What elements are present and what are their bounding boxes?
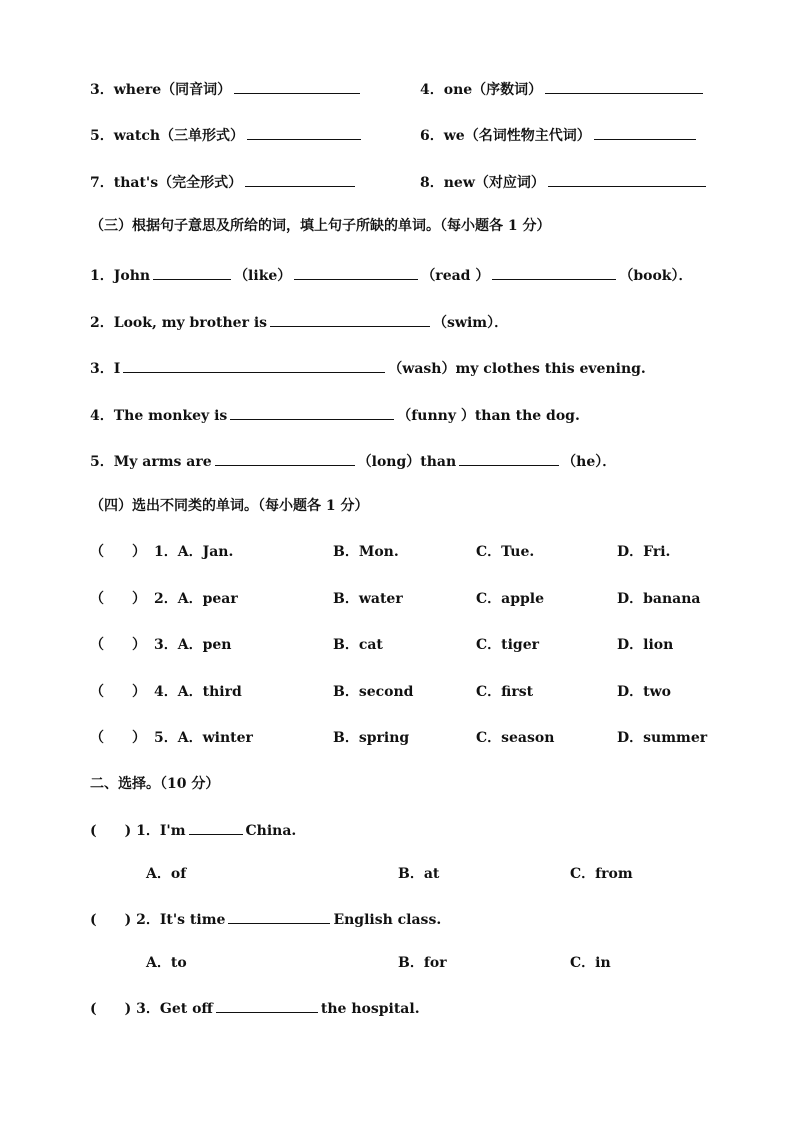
answer-blank[interactable] <box>459 450 559 466</box>
hint-word: （wash）my clothes this evening. <box>388 361 646 377</box>
question-label: 7．that's（完全形式） <box>90 175 243 191</box>
question-label: 6．we（名词性物主代词） <box>420 128 591 144</box>
answer-blank[interactable] <box>270 311 430 327</box>
hint-word: （book）． <box>619 268 693 284</box>
answer-paren[interactable]: ( ) <box>90 823 132 839</box>
question-text: 1．I'm <box>136 823 186 839</box>
option-c: C．apple <box>476 591 545 607</box>
question-text: China. <box>245 823 297 839</box>
question-label: 4．one（序数词） <box>420 82 543 98</box>
option-d: D．lion <box>617 637 674 653</box>
answer-blank[interactable] <box>594 124 696 140</box>
question-7-thats <box>90 171 358 191</box>
question-label: 3．where（同音词） <box>90 82 232 98</box>
question-label: 5．watch（三单形式） <box>90 128 245 144</box>
option-b: B．Mon. <box>333 544 399 560</box>
answer-blank[interactable] <box>247 124 361 140</box>
part2-question-3 <box>90 997 420 1017</box>
answer-blank[interactable] <box>294 264 418 280</box>
answer-blank[interactable] <box>245 171 355 187</box>
section3-question-5 <box>90 450 616 470</box>
answer-paren[interactable]: ( ) <box>90 912 132 928</box>
option-a: 5．A．winter <box>154 730 253 746</box>
question-text: 2．Look, my brother is <box>90 315 268 331</box>
hint-word: （he）． <box>562 454 617 470</box>
hint-word: （long）than <box>357 454 457 470</box>
option-d: D．two <box>617 684 671 700</box>
question-6-we <box>420 124 699 146</box>
option-c: C．season <box>476 730 555 746</box>
answer-paren[interactable]: （ ） <box>90 544 146 560</box>
option-b: B．cat <box>333 637 383 653</box>
section3-question-3 <box>90 357 646 377</box>
section3-question-1 <box>90 264 693 284</box>
option-b: B．spring <box>333 730 410 746</box>
option-a: 1．A．Jan. <box>154 544 234 560</box>
answer-paren[interactable]: ( ) <box>90 1001 132 1017</box>
option-b: B．for <box>398 955 447 971</box>
section-3-title: （三）根据句子意思及所给的词，填上句子所缺的单词。（每小题各 1 分） <box>90 218 551 234</box>
option-c: C．tiger <box>476 637 539 653</box>
hint-word: （swim）． <box>433 315 509 331</box>
part2-question-1 <box>90 819 296 839</box>
answer-blank[interactable] <box>153 264 231 280</box>
part2-question-2 <box>90 908 441 928</box>
answer-blank[interactable] <box>545 78 703 94</box>
question-3-where <box>90 78 363 98</box>
question-label: 8．new（对应词） <box>420 175 545 191</box>
answer-paren[interactable]: （ ） <box>90 637 146 653</box>
section3-question-4 <box>90 404 580 424</box>
answer-blank[interactable] <box>228 908 330 924</box>
question-8-new <box>420 171 709 193</box>
option-a: 3．A．pen <box>154 637 232 653</box>
question-5-watch <box>90 124 364 144</box>
answer-blank[interactable] <box>189 819 243 835</box>
answer-paren[interactable]: （ ） <box>90 684 146 700</box>
option-d: D．banana <box>617 591 701 607</box>
question-text: 3．Get off <box>136 1001 213 1017</box>
answer-blank[interactable] <box>123 357 385 373</box>
option-b: B．second <box>333 684 414 700</box>
answer-blank[interactable] <box>230 404 394 420</box>
section3-question-2 <box>90 311 508 331</box>
option-a: 4．A．third <box>154 684 242 700</box>
question-text: the hospital. <box>320 1001 420 1017</box>
hint-word: （funny ）than the dog. <box>397 408 580 424</box>
option-b: B．water <box>333 591 403 607</box>
question-text: 3．I <box>90 361 121 377</box>
answer-blank[interactable] <box>548 171 706 187</box>
question-text: 5．My arms are <box>90 454 212 470</box>
question-text: English class. <box>333 912 442 928</box>
answer-blank[interactable] <box>234 78 360 94</box>
option-c: C．in <box>570 955 611 971</box>
question-text: 4．The monkey is <box>90 408 228 424</box>
question-4-one <box>420 78 706 100</box>
section-4-title: （四）选出不同类的单词。（每小题各 1 分） <box>90 498 369 514</box>
option-d: D．summer <box>617 730 708 746</box>
option-b: B．at <box>398 866 440 882</box>
option-a: 2．A．pear <box>154 591 238 607</box>
option-a: A．to <box>146 955 187 971</box>
hint-word: （read ） <box>421 268 490 284</box>
option-c: C．Tue. <box>476 544 535 560</box>
part-2-title: 二、选择。（10 分） <box>90 776 220 792</box>
option-d: D．Fri. <box>617 544 671 560</box>
option-a: A．of <box>146 866 187 882</box>
option-c: C．first <box>476 684 534 700</box>
question-text: 1．John <box>90 268 151 284</box>
answer-paren[interactable]: （ ） <box>90 591 146 607</box>
option-c: C．from <box>570 866 633 882</box>
answer-blank[interactable] <box>215 450 355 466</box>
answer-paren[interactable]: （ ） <box>90 730 146 746</box>
answer-blank[interactable] <box>216 997 318 1013</box>
question-text: 2．It's time <box>136 912 226 928</box>
answer-blank[interactable] <box>492 264 616 280</box>
hint-word: （like） <box>234 268 292 284</box>
